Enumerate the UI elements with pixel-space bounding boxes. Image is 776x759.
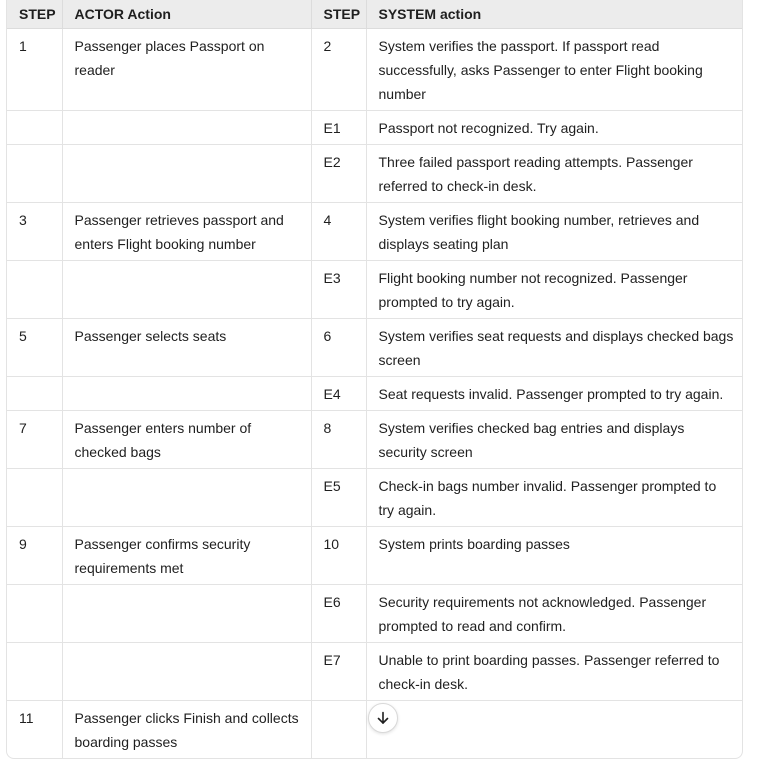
- arrow-down-icon: [376, 711, 390, 725]
- cell-actor-action: Passenger confirms security requirements met: [62, 527, 311, 585]
- cell-system-action: Passport not recognized. Try again.: [366, 111, 742, 145]
- table-row: [7, 203, 742, 261]
- cell-system-action: System verifies flight booking number, retrieves and displays seating plan: [366, 203, 742, 261]
- cell-actor-step: [7, 377, 62, 411]
- table-row: [7, 319, 742, 377]
- table-row: [7, 527, 742, 585]
- cell-actor-action: [62, 469, 311, 527]
- cell-actor-step: [7, 643, 62, 701]
- cell-system-step: E7: [311, 643, 366, 701]
- cell-actor-step: [7, 585, 62, 643]
- cell-system-action: Check-in bags number invalid. Passenger prompted to try again.: [366, 469, 742, 527]
- table-row: [7, 111, 742, 145]
- use-case-table-container: [6, 0, 743, 759]
- cell-actor-step: 7: [7, 411, 62, 469]
- cell-actor-action: Passenger retrieves passport and enters Flight booking number: [62, 203, 311, 261]
- header-actor-action: ACTOR Action: [62, 0, 311, 29]
- cell-system-step: E3: [311, 261, 366, 319]
- cell-system-step: E5: [311, 469, 366, 527]
- cell-system-step: 6: [311, 319, 366, 377]
- cell-system-step: 4: [311, 203, 366, 261]
- cell-system-action: Security requirements not acknowledged. Passenger prompted to read and confirm.: [366, 585, 742, 643]
- cell-actor-step: [7, 261, 62, 319]
- cell-actor-action: [62, 145, 311, 203]
- table-row: [7, 29, 742, 111]
- cell-system-action: System verifies the passport. If passport read successfully, asks Passenger to enter Flight booking number: [366, 29, 742, 111]
- table-row: [7, 585, 742, 643]
- table-row: [7, 377, 742, 411]
- cell-system-step: E2: [311, 145, 366, 203]
- cell-system-action: System verifies checked bag entries and displays security screen: [366, 411, 742, 469]
- scroll-to-bottom-button[interactable]: [368, 703, 398, 733]
- cell-actor-action: Passenger enters number of checked bags: [62, 411, 311, 469]
- cell-system-step: [311, 701, 366, 759]
- cell-actor-action: Passenger clicks Finish and collects boarding passes: [62, 701, 311, 759]
- use-case-table: [7, 0, 742, 758]
- cell-actor-step: 5: [7, 319, 62, 377]
- cell-system-action: Seat requests invalid. Passenger prompted to try again.: [366, 377, 742, 411]
- cell-actor-action: Passenger places Passport on reader: [62, 29, 311, 111]
- cell-actor-action: [62, 261, 311, 319]
- header-system-step: STEP: [311, 0, 366, 29]
- cell-actor-action: [62, 111, 311, 145]
- cell-actor-step: 11: [7, 701, 62, 759]
- cell-system-step: 8: [311, 411, 366, 469]
- cell-actor-action: [62, 585, 311, 643]
- cell-actor-step: [7, 111, 62, 145]
- cell-actor-step: 1: [7, 29, 62, 111]
- header-system-action: SYSTEM action: [366, 0, 742, 29]
- cell-system-action: Unable to print boarding passes. Passenger referred to check-in desk.: [366, 643, 742, 701]
- cell-system-step: 10: [311, 527, 366, 585]
- cell-system-step: E6: [311, 585, 366, 643]
- table-row: [7, 261, 742, 319]
- table-row: [7, 145, 742, 203]
- cell-actor-step: [7, 469, 62, 527]
- cell-system-action: [366, 701, 742, 759]
- cell-actor-action: [62, 377, 311, 411]
- cell-actor-action: [62, 643, 311, 701]
- cell-actor-step: 3: [7, 203, 62, 261]
- cell-system-action: System prints boarding passes: [366, 527, 742, 585]
- cell-system-action: System verifies seat requests and displays checked bags screen: [366, 319, 742, 377]
- cell-system-action: Flight booking number not recognized. Passenger prompted to try again.: [366, 261, 742, 319]
- cell-actor-step: [7, 145, 62, 203]
- cell-system-action: Three failed passport reading attempts. Passenger referred to check-in desk.: [366, 145, 742, 203]
- cell-system-step: E1: [311, 111, 366, 145]
- table-row: [7, 469, 742, 527]
- table-header-row: [7, 0, 742, 29]
- cell-actor-step: 9: [7, 527, 62, 585]
- cell-system-step: 2: [311, 29, 366, 111]
- cell-actor-action: Passenger selects seats: [62, 319, 311, 377]
- table-row: [7, 411, 742, 469]
- cell-system-step: E4: [311, 377, 366, 411]
- header-actor-step: STEP: [7, 0, 62, 29]
- table-row: [7, 643, 742, 701]
